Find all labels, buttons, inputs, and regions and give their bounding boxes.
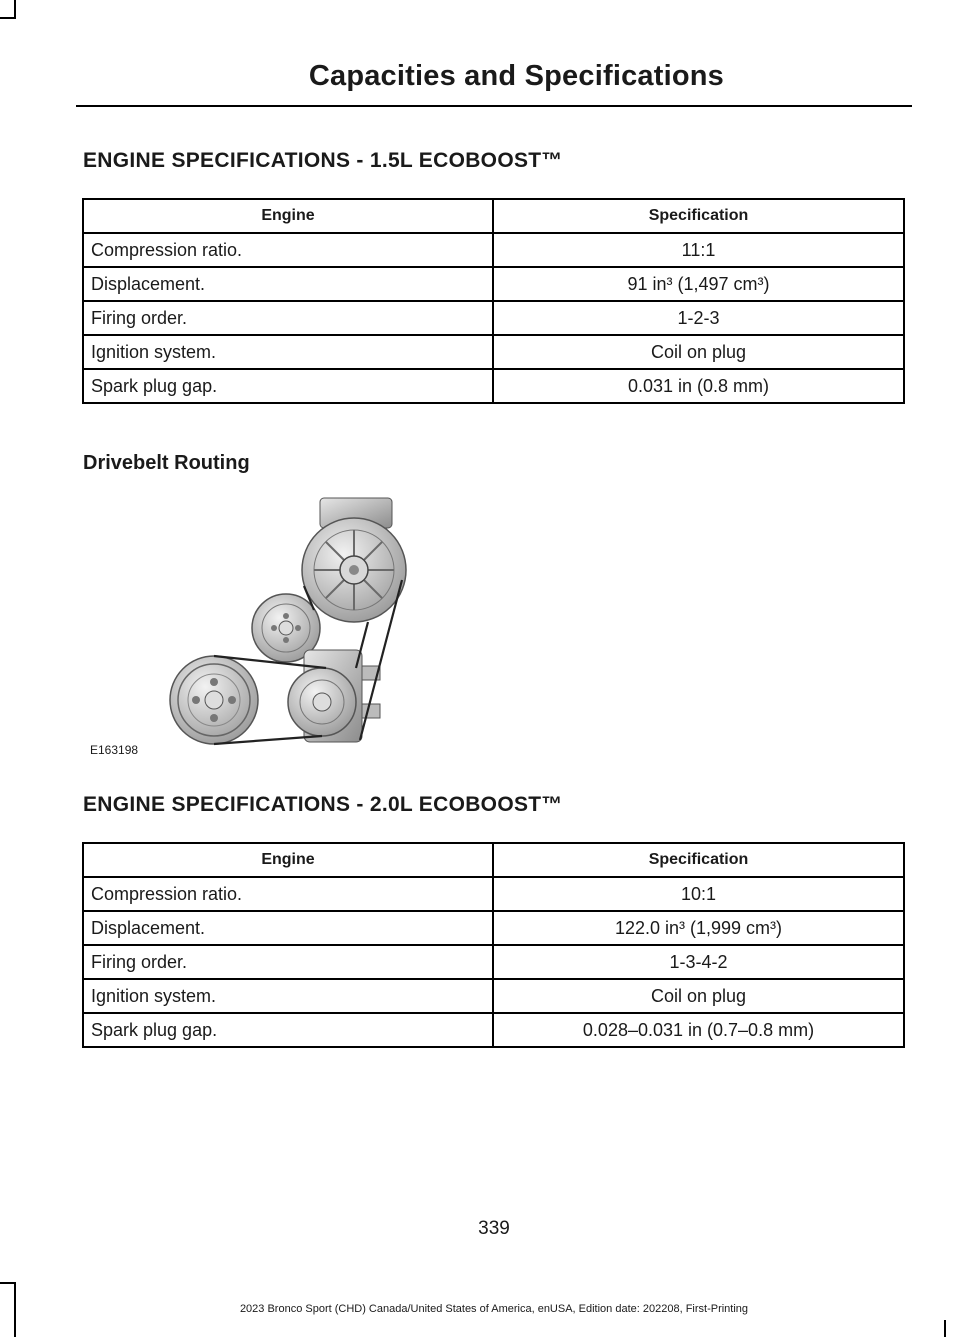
engine-cell: Ignition system.: [83, 979, 493, 1013]
page-title: Capacities and Specifications: [308, 60, 724, 92]
table-row: [83, 335, 904, 369]
drivebelt-routing-illustration: [82, 490, 412, 766]
specification-cell: 10:1: [493, 877, 904, 911]
engine-cell: Displacement.: [83, 267, 493, 301]
page-number: 339: [478, 1218, 510, 1239]
spec-table-2-0l: [82, 842, 905, 1048]
specification-cell: Coil on plug: [493, 335, 904, 369]
crop-mark: [944, 1320, 946, 1337]
engine-cell: Firing order.: [83, 945, 493, 979]
specification-cell: 122.0 in³ (1,999 cm³): [493, 911, 904, 945]
table-row: [83, 233, 904, 267]
crop-mark: [0, 1282, 16, 1284]
table-row: [83, 945, 904, 979]
engine-cell: Compression ratio.: [83, 877, 493, 911]
crop-mark: [14, 0, 16, 18]
section-heading-1-5l: ENGINE SPECIFICATIONS - 1.5L ECOBOOST™: [83, 149, 563, 172]
table-row: [83, 267, 904, 301]
column-header-specification: Specification: [493, 199, 904, 233]
drivebelt-heading: Drivebelt Routing: [83, 452, 250, 474]
section-heading-2-0l: ENGINE SPECIFICATIONS - 2.0L ECOBOOST™: [83, 793, 563, 816]
column-header-specification: Specification: [493, 843, 904, 877]
table-row: [83, 369, 904, 403]
spec-table-1-5l: [82, 198, 905, 404]
column-header-engine: Engine: [83, 843, 493, 877]
specification-cell: 1-2-3: [493, 301, 904, 335]
column-header-engine: Engine: [83, 199, 493, 233]
engine-cell: Compression ratio.: [83, 233, 493, 267]
specification-cell: 0.031 in (0.8 mm): [493, 369, 904, 403]
specification-cell: 1-3-4-2: [493, 945, 904, 979]
specification-cell: 11:1: [493, 233, 904, 267]
engine-cell: Spark plug gap.: [83, 1013, 493, 1047]
figure-code: E163198: [90, 743, 139, 757]
crop-mark: [0, 17, 16, 19]
specification-cell: Coil on plug: [493, 979, 904, 1013]
table-row: [83, 911, 904, 945]
engine-cell: Spark plug gap.: [83, 369, 493, 403]
footer-edition-text: 2023 Bronco Sport (CHD) Canada/United States of America, enUSA, Edition date: 202208, First-Printing: [239, 1303, 749, 1315]
engine-cell: Displacement.: [83, 911, 493, 945]
specification-cell: 91 in³ (1,497 cm³): [493, 267, 904, 301]
table-header-row: [83, 199, 904, 233]
table-row: [83, 877, 904, 911]
engine-cell: Ignition system.: [83, 335, 493, 369]
specification-cell: 0.028–0.031 in (0.7–0.8 mm): [493, 1013, 904, 1047]
table-row: [83, 979, 904, 1013]
table-row: [83, 301, 904, 335]
engine-cell: Firing order.: [83, 301, 493, 335]
header-divider: [76, 105, 912, 107]
table-header-row: [83, 843, 904, 877]
table-row: [83, 1013, 904, 1047]
